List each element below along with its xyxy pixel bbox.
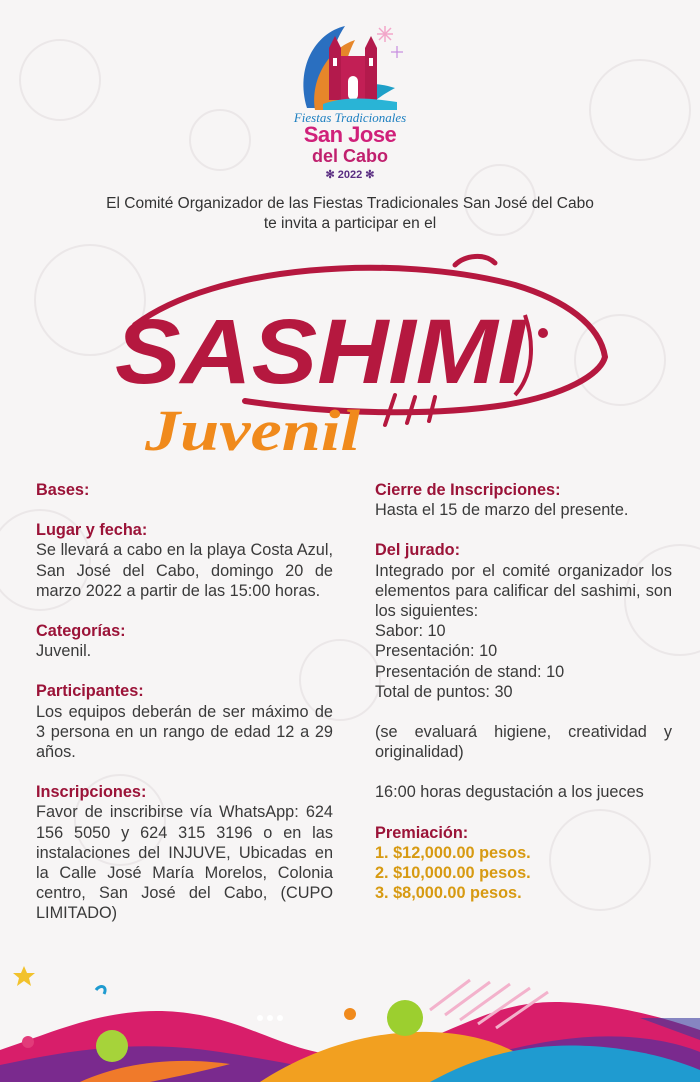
degustacion-text: 16:00 horas degustación a los jueces [375, 783, 644, 802]
invite-text [0, 194, 700, 234]
cierre-heading: Cierre de Inscripciones: [375, 481, 561, 499]
invite-line-2: te invita a participar en el [263, 215, 437, 232]
criteria-item: Sabor: 10 [375, 622, 446, 641]
decorative-footer [0, 960, 700, 1082]
categorias-text: Juvenil. [36, 642, 92, 661]
right-column [375, 480, 672, 903]
criteria-item: Total de puntos: 30 [375, 682, 513, 701]
left-column [36, 480, 333, 924]
inscripciones-heading: Inscripciones: [36, 783, 147, 802]
title-sub: Juvenil [143, 398, 362, 463]
participantes-text: Los equipos deberán de ser máximo de 3 persona en un rango de edad 12 a 29 años. [36, 702, 333, 762]
logo-name: San Jose [303, 122, 397, 147]
cierre-text: Hasta el 15 de marzo del presente. [375, 501, 629, 520]
criteria-item: Presentación de stand: 10 [375, 662, 565, 681]
bases-heading: Bases: [36, 481, 90, 499]
invite-line-1: El Comité Organizador de las Fiestas Tradicionales San José del Cabo [106, 195, 594, 212]
participantes-heading: Participantes: [36, 682, 144, 701]
prize-item: 2. $10,000.00 pesos. [375, 864, 531, 883]
inscripciones-text: Favor de inscribirse vía WhatsApp: 624 156 5050 y 624 315 3196 o en las instalaciones del INJUVE, Ubicadas en la Calle José María Morelos, Colonia centro, San José del Cabo, (CUPO LIMITADO) [36, 803, 333, 923]
logo-script-text: Fiestas Tradicionales [293, 110, 407, 125]
logo-subname: del Cabo [311, 146, 388, 166]
fish-eye [538, 328, 548, 338]
sashimi-title [95, 245, 615, 465]
criteria-item: Presentación: 10 [375, 642, 498, 661]
logo-year: ✻ 2022 ✻ [325, 169, 375, 181]
evaluation-note: (se evaluará higiene, creatividad y originalidad) [375, 723, 672, 762]
categorias-heading: Categorías: [36, 622, 126, 641]
prize-item: 1. $12,000.00 pesos. [375, 843, 531, 862]
lugar-text: Se llevará a cabo en la playa Costa Azul, San José del Cabo, domingo 20 de marzo 2022 a partir de las 15:00 horas. [36, 541, 333, 600]
lugar-heading: Lugar y fecha: [36, 521, 148, 540]
prize-item: 3. $8,000.00 pesos. [375, 884, 522, 903]
fiestas-logo [285, 18, 415, 181]
title-main: SASHIMI [115, 301, 528, 403]
premiacion-heading: Premiación: [375, 823, 469, 842]
jurado-heading: Del jurado: [375, 541, 461, 560]
jurado-text: Integrado por el comité organizador los elementos para calificar del sashimi, son los siguientes: [375, 561, 672, 621]
